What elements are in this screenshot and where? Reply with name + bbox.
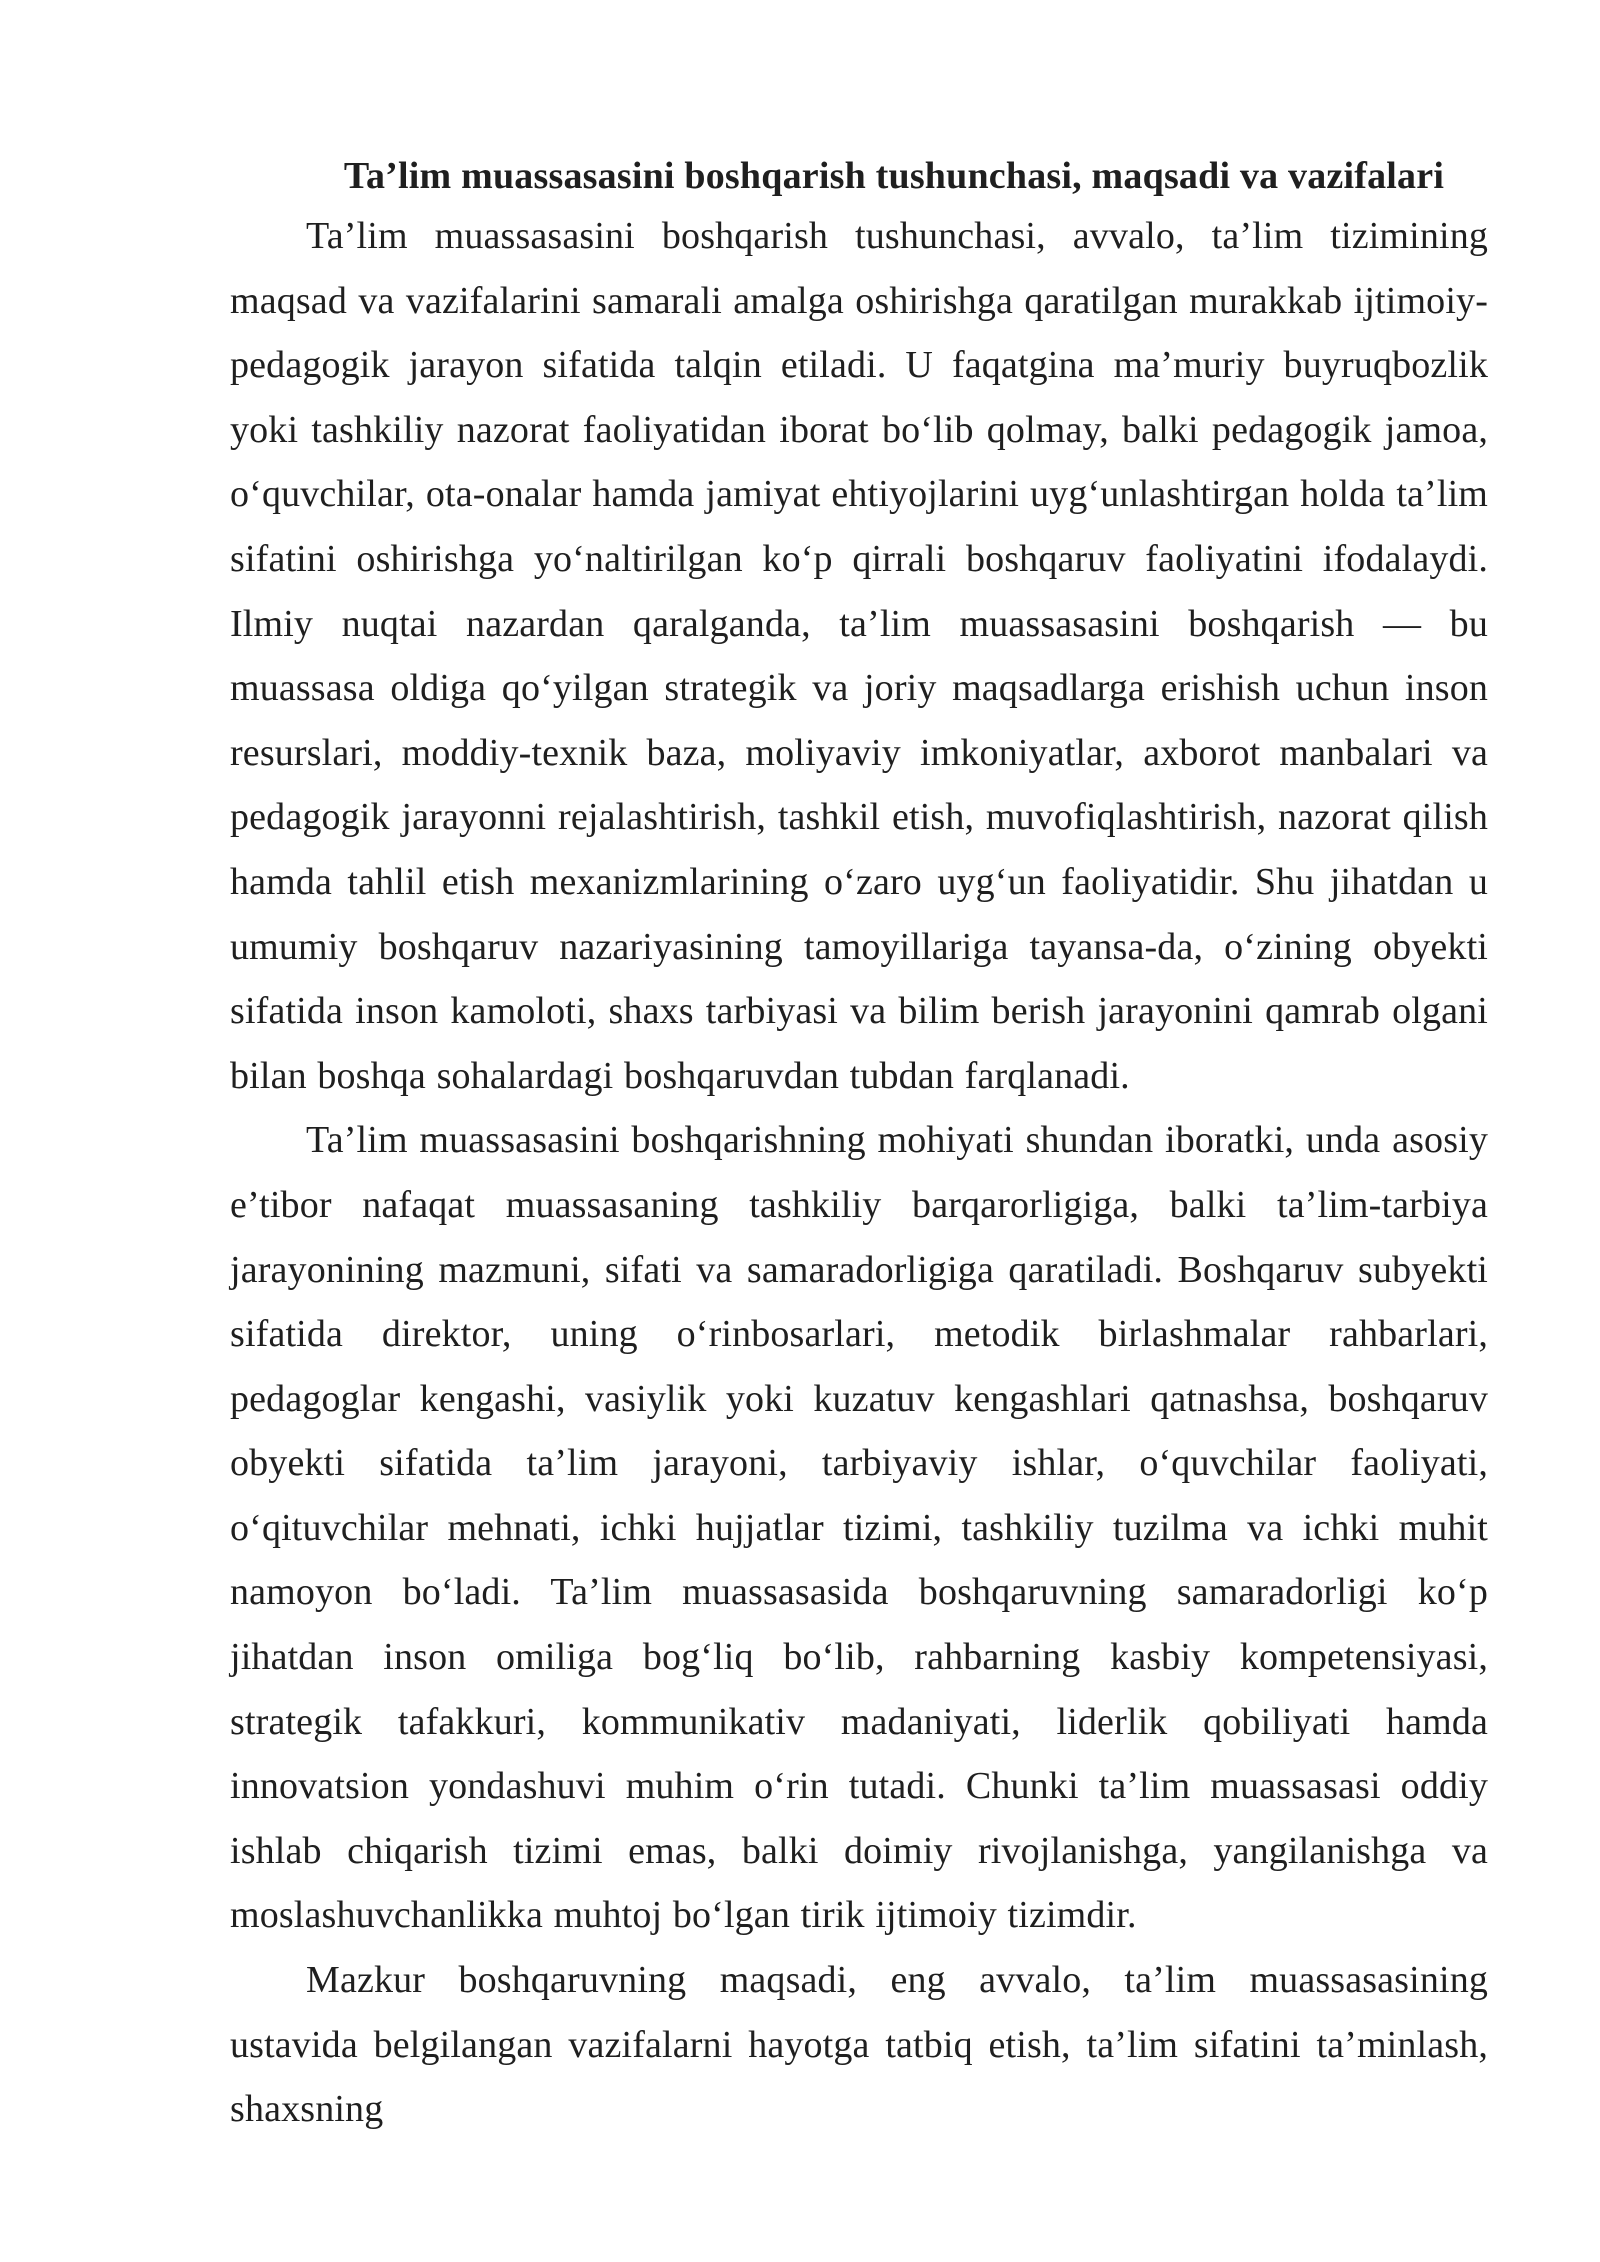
paragraph-1: Ta’lim muassasasini boshqarish tushunchasi, avvalo, ta’lim tizimining maqsad va vazifalarini samarali amalga oshirishga qaratilgan murakkab ijtimoiy-pedagogik jarayon sifatida talqin etiladi. U faqatgina ma’muriy buyruqbozlik yoki tashkiliy nazorat faoliyatidan iborat bo‘lib qolmay, balki pedagogik jamoa, o‘quvchilar, ota-onalar hamda jamiyat ehtiyojlarini uyg‘unlashtirgan holda ta’lim sifatini oshirishga yo‘naltirilgan ko‘p qirrali boshqaruv faoliyatini ifodalaydi. Ilmiy nuqtai nazardan qaralganda, ta’lim muassasasini boshqarish — bu muassasa oldiga qo‘yilgan strategik va joriy maqsadlarga erishish uchun inson resurslari, moddiy-texnik baza, moliyaviy imkoniyatlar, axborot manbalari va pedagogik jarayonni rejalashtirish, tashkil etish, muvofiqlashtirish, nazorat qilish hamda tahlil etish mexanizmlarining o‘zaro uyg‘un faoliyatidir. Shu jihatdan u umumiy boshqaruv nazariyasining tamoyillariga tayansa-da, o‘zining obyekti sifatida inson kamoloti, shaxs tarbiyasi va bilim berish jarayonini qamrab olgani bilan boshqa sohalardagi boshqaruvdan tubdan farqlanadi. bbox=[230, 215, 1488, 1097]
document-title: Ta’lim muassasasini boshqarish tushunchasi, maqsadi va vazifalari bbox=[343, 155, 1445, 197]
document-body bbox=[230, 148, 1488, 2142]
paragraph-3: Mazkur boshqaruvning maqsadi, eng avvalo, ta’lim muassasasining ustavida belgilangan vazifalarni hayotga tatbiq etish, ta’lim sifatini ta’minlash, shaxsning bbox=[230, 1959, 1488, 2131]
paragraph-2: Ta’lim muassasasini boshqarishning mohiyati shundan iboratki, unda asosiy e’tibor nafaqat muassasaning tashkiliy barqarorligiga, balki ta’lim-tarbiya jarayonining mazmuni, sifati va samaradorligiga qaratiladi. Boshqaruv subyekti sifatida direktor, uning o‘rinbosarlari, metodik birlashmalar rahbarlari, pedagoglar kengashi, vasiylik yoki kuzatuv kengashlari qatnashsa, boshqaruv obyekti sifatida ta’lim jarayoni, tarbiyaviy ishlar, o‘quvchilar faoliyati, o‘qituvchilar mehnati, ichki hujjatlar tizimi, tashkiliy tuzilma va ichki muhit namoyon bo‘ladi. Ta’lim muassasasida boshqaruvning samaradorligi ko‘p jihatdan inson omiliga bog‘liq bo‘lib, rahbarning kasbiy kompetensiyasi, strategik tafakkuri, kommunikativ madaniyati, liderlik qobiliyati hamda innovatsion yondashuvi muhim o‘rin tutadi. Chunki ta’lim muassasasi oddiy ishlab chiqarish tizimi emas, balki doimiy rivojlanishga, yangilanishga va moslashuvchanlikka muhtoj bo‘lgan tirik ijtimoiy tizimdir. bbox=[230, 1119, 1488, 1937]
